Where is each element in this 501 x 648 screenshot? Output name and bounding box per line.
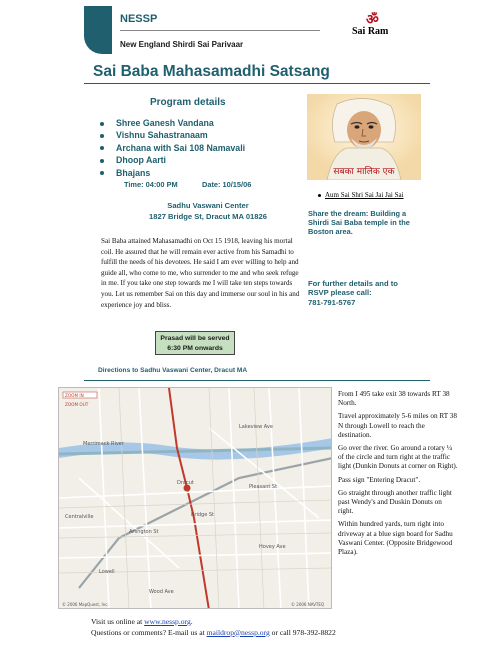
venue-name: Sadhu Vaswani Center — [167, 201, 249, 210]
map-label: Arlington St — [129, 529, 159, 535]
map-label: Merrimack River — [83, 441, 124, 447]
bullet-icon — [100, 159, 104, 163]
map-copyright-navteq: © 2006 NAVTEQ — [291, 602, 325, 607]
map-label: Pleasant St — [249, 484, 278, 490]
prasad-line-2: 6:30 PM onwards — [167, 345, 223, 352]
bullet-icon — [318, 194, 321, 197]
email-link[interactable]: maildrop@nessp.org — [206, 627, 270, 637]
program-item: Vishnu Sahastranaam — [100, 129, 245, 141]
map-copyright: © 2006 MapQuest, Inc. — [62, 602, 109, 607]
further-details — [308, 279, 420, 307]
direction-step: From I 495 take exit 38 towards RT 38 North. — [338, 390, 450, 408]
map-label: Centralville — [65, 514, 94, 520]
direction-step: Go over the river. Go around a rotary ¼ of the circle and turn right at the traffic light (Dunkin Donuts at corner on Right). — [338, 444, 458, 471]
program-heading: Program details — [150, 97, 226, 108]
bullet-icon — [100, 146, 104, 150]
directions-heading: Directions to Sadhu Vaswani Center, Dracut MA — [98, 367, 248, 374]
share-dream-text: Share the dream: Building a Shirdi Sai Baba temple in the Boston area. — [308, 209, 410, 236]
program-item: Dhoop Aarti — [100, 154, 245, 166]
map-label: Wood Ave — [149, 589, 174, 595]
direction-step: Pass sign "Entering Dracut". — [338, 475, 421, 484]
bullet-icon — [100, 171, 104, 175]
description-paragraph: Sai Baba attained Mahasamadhi on Oct 15 1918, leaving his mortal coil. He assured that he will remain ever active from his Samadhi to fulfill the needs of his devotees. He said I am ever willing to help and guide all, who come to me, who surrender to me and who seek refuge in me. If you take one step towards me I will take ten steps towards you. Let us remember Sai on this day and immerse our soul in his and experience joy and bliss. — [101, 237, 300, 309]
prasad-line-1: Prasad will be served — [160, 335, 230, 342]
program-item: Archana with Sai 108 Namavali — [100, 142, 245, 154]
footer-visit-line: Visit us online at www.nessp.org. — [91, 617, 193, 626]
image-caption: सबका मालिक एक — [333, 167, 395, 177]
org-acronym: NESSP — [120, 13, 158, 25]
phone-number: 781-791-5767 — [308, 297, 356, 307]
rsvp-text: For further details and to RSVP please call: — [308, 279, 398, 298]
directions-map[interactable] — [58, 387, 332, 609]
aum-sai-link[interactable]: Aum Sai Shri Sai Jai Jai Sai — [318, 191, 404, 199]
header-accent-tab — [84, 6, 112, 54]
map-label: Hovey Ave — [259, 544, 286, 550]
event-date: Date: 10/15/06 — [202, 180, 252, 189]
om-symbol: ॐ — [366, 13, 379, 28]
bullet-icon — [100, 122, 104, 126]
org-full-name: New England Shirdi Sai Parivaar — [120, 40, 244, 49]
program-list — [100, 117, 245, 179]
event-time: Time: 04:00 PM — [124, 180, 178, 189]
program-item: Shree Ganesh Vandana — [100, 117, 245, 129]
footer-contact-line: Questions or comments? E-mail us at maildrop@nessp.org or call 978-392-8822 — [91, 627, 336, 637]
map-label: Bridge St — [191, 512, 215, 518]
header-rule — [120, 30, 320, 31]
sai-ram-text: Sai Ram — [352, 26, 389, 37]
map-graphic — [59, 388, 332, 609]
directions-steps — [338, 390, 458, 561]
directions-rule — [84, 380, 430, 381]
map-label: Lowell — [99, 569, 115, 575]
direction-step: Within hundred yards, turn right into driveway at a blue sign board for Sadhu Vaswani Center. (Opposite Bridgewood Plaza). — [338, 520, 453, 557]
website-link[interactable]: www.nessp.org — [144, 617, 191, 626]
sai-baba-image — [307, 94, 421, 180]
map-label: Lakeview Ave — [239, 424, 273, 430]
footer — [91, 617, 336, 638]
direction-step: Travel approximately 5-6 miles on RT 38 N through Lowell to reach the destination. — [338, 412, 457, 439]
map-label: Dracut — [177, 480, 194, 486]
venue-address: 1827 Bridge St, Dracut MA 01826 — [149, 212, 267, 221]
direction-step: Go straight through another traffic light past Wendy's and Duskin Donuts on right. — [338, 488, 452, 516]
map-zoom-out: ZOOM OUT — [65, 402, 89, 407]
title-rule — [84, 83, 430, 84]
map-zoom-in: ZOOM IN — [65, 393, 84, 398]
sai-baba-portrait-icon — [307, 94, 421, 180]
bullet-icon — [100, 134, 104, 138]
prasad-box — [155, 331, 235, 355]
program-item: Bhajans — [100, 167, 245, 179]
page-title: Sai Baba Mahasamadhi Satsang — [93, 63, 330, 80]
